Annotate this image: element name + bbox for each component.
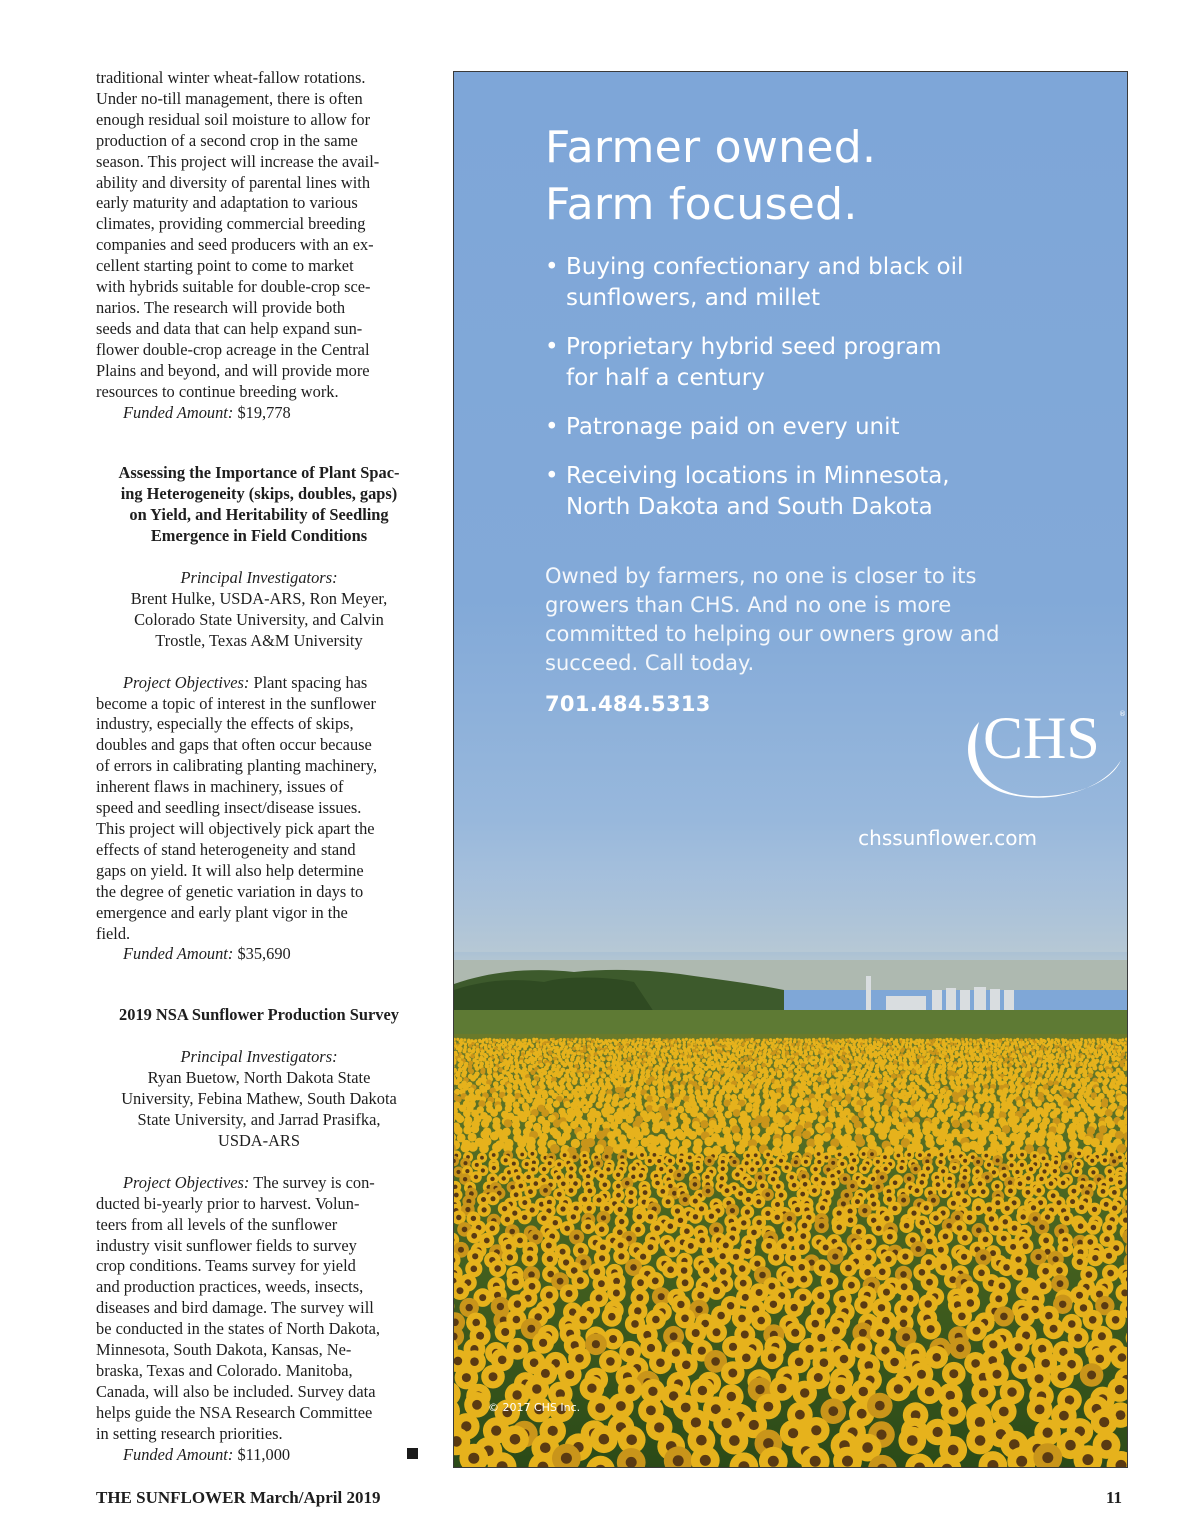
body-line: growers than CHS. And no one is more <box>545 593 952 617</box>
funded-value: $19,778 <box>237 402 291 422</box>
project-title: 2019 NSA Sunflower Production Survey <box>119 1005 399 1025</box>
bullet-icon: • <box>545 414 559 440</box>
ad-headline <box>545 119 876 233</box>
funded-label: Funded Amount: <box>123 944 234 964</box>
article-column <box>96 68 422 1465</box>
chs-logo <box>961 700 1128 808</box>
title-line: ing Heterogeneity (skips, doubles, gaps) <box>120 484 398 504</box>
text-line <box>96 1173 422 1194</box>
text-line: traditional winter wheat-fallow rotations. <box>96 68 366 87</box>
text-line: of errors in calibrating planting machinery, <box>96 756 378 776</box>
ad-bullet-list <box>545 252 963 541</box>
text-line: industry, especially the effects of skips, <box>96 714 354 734</box>
text-line: speed and seedling insect/disease issues. <box>96 798 362 818</box>
text-line: This project will objectively pick apart the <box>96 819 375 838</box>
funded-amount <box>96 944 422 965</box>
text-line: Under no-till management, there is often <box>96 88 363 108</box>
text-line: production of a second crop in the same <box>96 130 358 150</box>
investigators-label: Principal Investigators: <box>180 568 338 588</box>
chs-advertisement <box>453 71 1128 1468</box>
investigators-label: Principal Investigators: <box>180 1047 338 1067</box>
funded-amount <box>96 403 422 424</box>
text-line: industry visit sunflower fields to survey <box>96 1235 357 1255</box>
investigator-line: Ryan Buetow, North Dakota State <box>147 1068 371 1088</box>
funded-label: Funded Amount: <box>123 1444 234 1464</box>
text-line: the degree of genetic variation in days to <box>96 881 364 901</box>
bullet-line: North Dakota and South Dakota <box>566 494 933 520</box>
text-line: Canada, will also be included. Survey data <box>96 1381 376 1401</box>
logo-wordmark: CHS <box>983 705 1100 771</box>
bullet-item <box>545 252 963 314</box>
investigator-line: Trostle, Texas A&M University <box>155 630 363 650</box>
intro-paragraph <box>96 68 422 403</box>
text-line: seeds and data that can help expand sun- <box>96 318 363 338</box>
text-line: flower double-crop acreage in the Central <box>96 339 370 359</box>
end-of-article-mark <box>407 1448 418 1459</box>
body-line: succeed. Call today. <box>545 651 755 675</box>
text-line: diseases and bird damage. The survey will <box>96 1298 374 1318</box>
objectives-text: Plant spacing has <box>253 672 368 692</box>
funded-label: Funded Amount: <box>123 402 234 422</box>
text-line: enough residual soil moisture to allow for <box>96 109 371 129</box>
text-line: emergence and early plant vigor in the <box>96 902 348 922</box>
funded-amount <box>96 1445 422 1466</box>
text-line: climates, providing commercial breeding <box>96 214 366 234</box>
bullet-icon: • <box>545 463 559 489</box>
text-line: ability and diversity of parental lines with <box>96 172 371 192</box>
phone-number[interactable]: 701.484.5313 <box>545 692 711 716</box>
text-line: early maturity and adaptation to various <box>96 193 358 213</box>
title-line: on Yield, and Heritability of Seedling <box>129 505 389 525</box>
headline-line: Farmer owned. <box>545 122 877 173</box>
text-line: field. <box>96 923 131 943</box>
website-link[interactable]: chssunflower.com <box>858 826 1037 850</box>
bullet-item <box>545 412 963 443</box>
sunflower-field-photo <box>454 872 1128 1468</box>
bullet-line: Receiving locations in Minnesota, <box>566 463 950 489</box>
publication-footer: THE SUNFLOWER March/April 2019 <box>96 1488 381 1507</box>
funded-value: $35,690 <box>237 944 291 964</box>
project-title <box>96 463 422 547</box>
headline-line: Farm focused. <box>545 179 858 230</box>
text-line: inherent flaws in machinery, issues of <box>96 777 344 797</box>
bullet-item <box>545 332 963 394</box>
project-objectives <box>96 1173 422 1445</box>
bullet-item <box>545 461 963 523</box>
text-line: and production practices, weeds, insects, <box>96 1277 364 1297</box>
funded-value: $11,000 <box>237 1444 291 1464</box>
text-line: braska, Texas and Colorado. Manitoba, <box>96 1360 353 1380</box>
text-line: narios. The research will provide both <box>96 297 346 317</box>
bullet-icon: • <box>545 334 559 360</box>
text-line: resources to continue breeding work. <box>96 381 339 401</box>
text-line: with hybrids suitable for double-crop sce- <box>96 277 371 297</box>
text-line: in setting research priorities. <box>96 1423 283 1443</box>
text-line: ducted bi-yearly prior to harvest. Volun- <box>96 1193 360 1213</box>
text-line: Plains and beyond, and will provide more <box>96 360 370 380</box>
text-line: cellent starting point to come to market <box>96 256 354 276</box>
text-line: effects of stand heterogeneity and stand <box>96 839 356 859</box>
investigators <box>96 1047 422 1152</box>
objectives-label: Project Objectives: <box>123 672 250 692</box>
ad-copyright: © 2017 CHS Inc. <box>488 1401 581 1414</box>
text-line: companies and seed producers with an ex- <box>96 235 374 255</box>
bullet-line: Proprietary hybrid seed program <box>566 334 942 360</box>
title-line: Emergence in Field Conditions <box>150 526 368 546</box>
objectives-label: Project Objectives: <box>123 1172 250 1192</box>
project-objectives <box>96 673 422 945</box>
text-line: become a topic of interest in the sunflower <box>96 693 376 713</box>
bullet-line: Buying confectionary and black oil <box>566 254 964 280</box>
investigator-line: University, Febina Mathew, South Dakota <box>121 1089 397 1109</box>
bullet-line: sunflowers, and millet <box>566 285 821 311</box>
bullet-icon: • <box>545 254 559 280</box>
investigator-line: Brent Hulke, USDA-ARS, Ron Meyer, <box>130 588 388 608</box>
ad-body-copy <box>545 562 1085 678</box>
investigator-line: Colorado State University, and Calvin <box>134 609 384 629</box>
bullet-line: Patronage paid on every unit <box>566 414 900 440</box>
investigators <box>96 568 422 652</box>
text-line: crop conditions. Teams survey for yield <box>96 1256 356 1276</box>
text-line: be conducted in the states of North Dakota, <box>96 1319 381 1339</box>
body-line: committed to helping our owners grow and <box>545 622 1000 646</box>
investigator-line: USDA-ARS <box>218 1130 300 1150</box>
text-line: helps guide the NSA Research Committee <box>96 1402 373 1422</box>
text-line: season. This project will increase the avail- <box>96 151 380 171</box>
text-line: gaps on yield. It will also help determine <box>96 860 364 880</box>
text-line: doubles and gaps that often occur because <box>96 735 372 755</box>
bullet-line: for half a century <box>566 365 765 391</box>
objectives-text: The survey is con- <box>253 1172 375 1192</box>
investigator-line: State University, and Jarrad Prasifka, <box>137 1109 381 1129</box>
text-line: Minnesota, South Dakota, Kansas, Ne- <box>96 1340 352 1360</box>
body-line: Owned by farmers, no one is closer to its <box>545 564 977 588</box>
page-number: 11 <box>1105 1488 1122 1507</box>
text-line: teers from all levels of the sunflower <box>96 1214 338 1234</box>
title-line: Assessing the Importance of Plant Spac- <box>118 463 400 483</box>
text-line <box>96 673 422 694</box>
